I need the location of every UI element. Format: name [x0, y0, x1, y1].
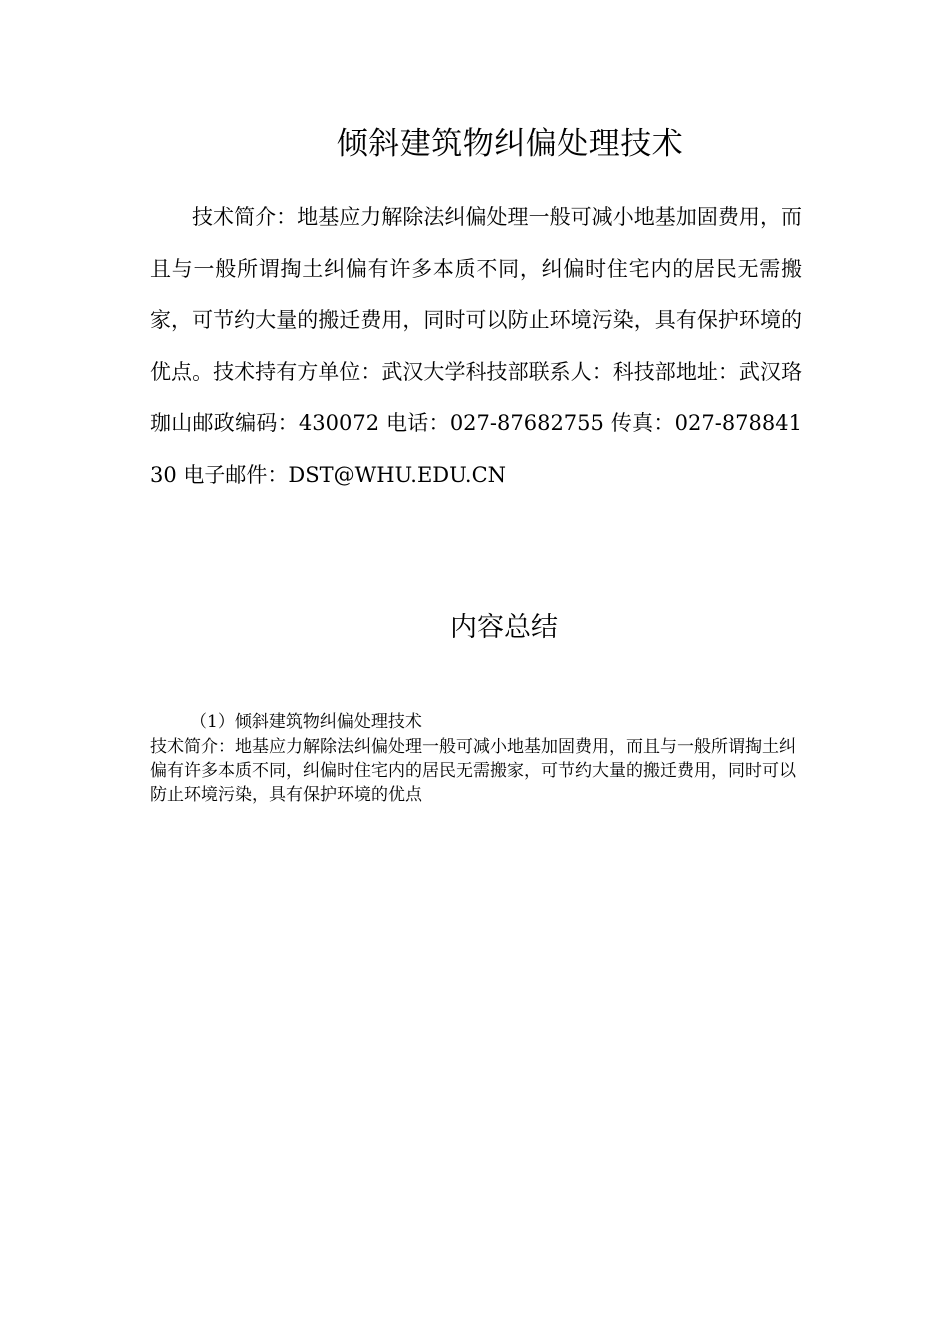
document-title: 倾斜建筑物纠偏处理技术: [336, 126, 684, 162]
document-body-paragraph: 技术简介：地基应力解除法纠偏处理一般可减小地基加固费用，而且与一般所谓掏土纠偏有许多本质不同，纠偏时住宅内的居民无需搬家，可节约大量的搬迁费用，同时可以防止环境污染，具有保护环境的优点。技术持有方单位：武汉大学科技部联系人：科技部地址：武汉珞珈山邮政编码：430072 电话：027-87682755 传真：027-87884130 电子邮件：DST@WHU.EDU.CN: [150, 205, 802, 487]
summary-item-text: 技术简介：地基应力解除法纠偏处理一般可减小地基加固费用，而且与一般所谓掏土纠偏有许多本质不同，纠偏时住宅内的居民无需搬家，可节约大量的搬迁费用，同时可以防止环境污染，具有保护环境的优点: [150, 737, 796, 805]
summary-item-title: （1）倾斜建筑物纠偏处理技术: [190, 712, 422, 732]
summary-heading: 内容总结: [450, 612, 558, 643]
